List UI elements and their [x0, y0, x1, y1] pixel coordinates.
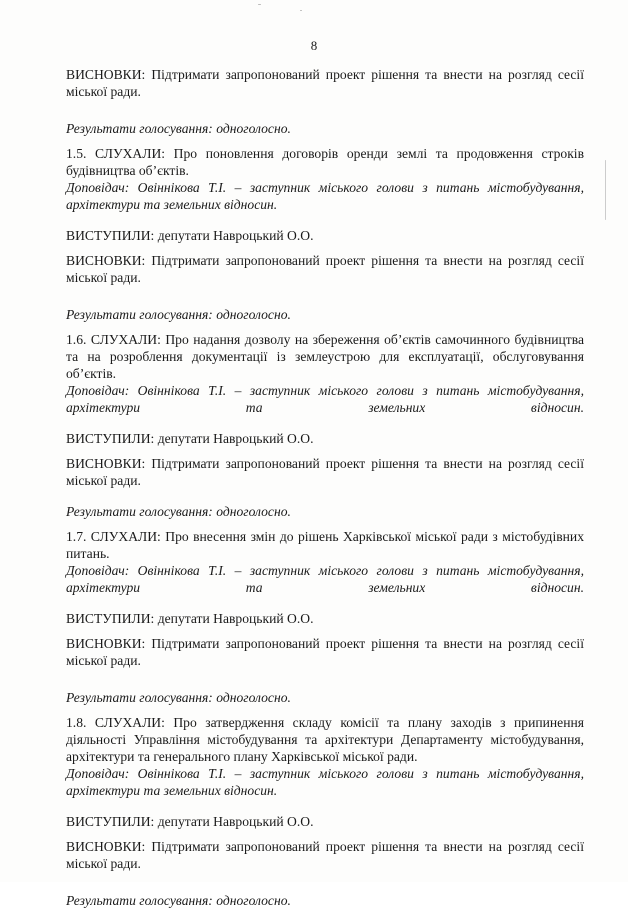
vote-result: Результати голосування: одноголосно. [66, 893, 291, 908]
vote-result: Результати голосування: одноголосно. [66, 690, 291, 705]
heard-item-1-5: 1.5. СЛУХАЛИ: Про поновлення договорів оренди землі та продовження строків будівництва об’єктів. [66, 146, 584, 178]
conclusion-paragraph: ВИСНОВКИ: Підтримати запропонований проект рішення та внести на розгляд сесії міської ради. [66, 839, 584, 871]
page-number: 8 [310, 38, 318, 53]
vote-result: Результати голосування: одноголосно. [66, 504, 291, 519]
conclusion-paragraph: ВИСНОВКИ: Підтримати запропонований проект рішення та внести на розгляд сесії міської ради. [66, 67, 584, 99]
heard-item-1-7: 1.7. СЛУХАЛИ: Про внесення змін до рішень Харківської міської ради з містобудівних питань. [66, 529, 584, 561]
spoke-line: ВИСТУПИЛИ: депутати Навроцький О.О. [66, 814, 314, 829]
scan-speck [258, 4, 261, 5]
speaker-line: Доповідач: Овіннікова Т.І. – заступник міського голови з питань містобудування, архітектури та земельних відносин. [66, 180, 584, 212]
speaker-line: Доповідач: Овіннікова Т.І. – заступник міського голови з питань містобудування, архітектури та земельних відносин. [66, 766, 584, 798]
conclusion-paragraph: ВИСНОВКИ: Підтримати запропонований проект рішення та внести на розгляд сесії міської ради. [66, 636, 584, 668]
heard-item-1-6: 1.6. СЛУХАЛИ: Про надання дозволу на збереження об’єктів самочинного будівництва та на розроблення документації із землеустрою для експлуатації, обслуговування об’єктів. [66, 332, 584, 381]
scan-speck [300, 10, 302, 11]
speaker-line: Доповідач: Овіннікова Т.І. – заступник міського голови з питань містобудування, архітектури та земельних відносин. [66, 383, 584, 415]
spoke-line: ВИСТУПИЛИ: депутати Навроцький О.О. [66, 228, 314, 243]
conclusion-paragraph: ВИСНОВКИ: Підтримати запропонований проект рішення та внести на розгляд сесії міської ради. [66, 456, 584, 488]
vote-result: Результати голосування: одноголосно. [66, 307, 291, 322]
document-body [66, 66, 584, 909]
spoke-line: ВИСТУПИЛИ: депутати Навроцький О.О. [66, 611, 314, 626]
spoke-line: ВИСТУПИЛИ: депутати Навроцький О.О. [66, 431, 314, 446]
heard-item-1-8: 1.8. СЛУХАЛИ: Про затвердження складу комісії та плану заходів з припинення діяльності Управління містобудування та архітектури Департаменту містобудування, архітектури та генерального плану Харківської міської ради. [66, 715, 584, 764]
vote-result: Результати голосування: одноголосно. [66, 121, 291, 136]
conclusion-paragraph: ВИСНОВКИ: Підтримати запропонований проект рішення та внести на розгляд сесії міської ради. [66, 253, 584, 285]
scan-edge [605, 160, 606, 220]
speaker-line: Доповідач: Овіннікова Т.І. – заступник міського голови з питань містобудування, архітектури та земельних відносин. [66, 563, 584, 595]
